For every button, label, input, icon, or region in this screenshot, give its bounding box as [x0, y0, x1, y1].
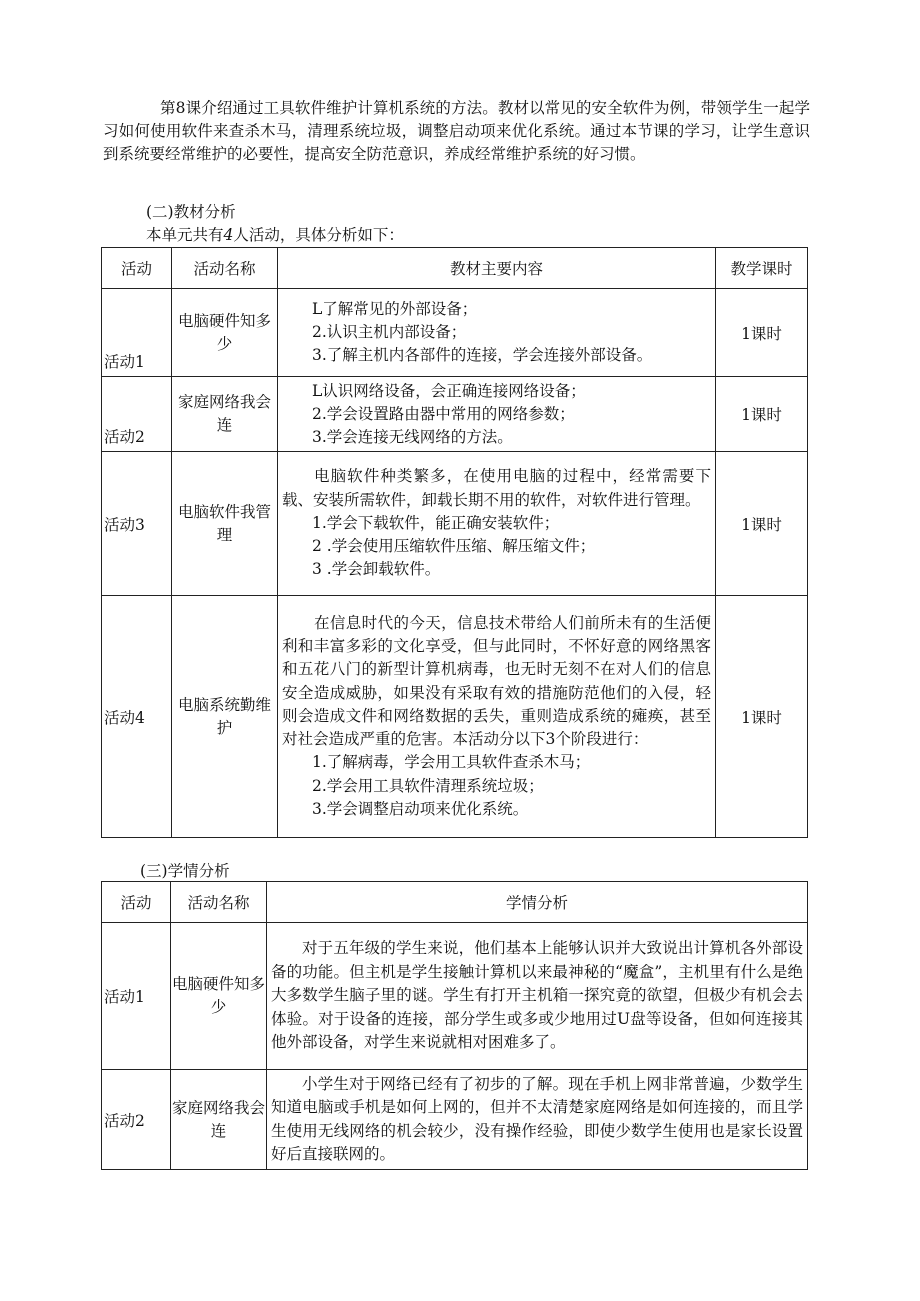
table-header-row	[102, 248, 808, 289]
activity-cell: 活动3	[102, 452, 172, 596]
section-lead	[146, 224, 404, 246]
content-item: L了解常见的外部设备；	[312, 300, 478, 318]
hours-cell: 1课时	[716, 377, 808, 452]
table-row	[102, 452, 808, 596]
content-item: 2.学会用工具软件清理系统垃圾；	[312, 776, 544, 795]
content-item: 1.了解病毒，学会用工具软件查杀木马；	[312, 753, 591, 772]
hours-cell: 1课时	[716, 452, 808, 596]
header-activity: 活动	[102, 882, 171, 923]
activity-name-cell: 电脑软件我管理	[172, 452, 278, 596]
content-item: 2 .学会使用压缩软件压缩、解压缩文件；	[312, 537, 596, 556]
content-item: 2.认识主机内部设备；	[312, 323, 467, 341]
content-cell	[278, 289, 716, 377]
header-hours: 教学课时	[716, 248, 808, 289]
lead-before: 本单元共有	[146, 226, 224, 244]
content-item: 2.学会设置路由器中常用的网络参数；	[312, 404, 575, 423]
content-item: 1.学会下载软件，能正确安装软件；	[312, 513, 560, 532]
content-paragraph: 电脑软件种类繁多，在使用电脑的过程中，经常需要下载、安装所需软件，卸载长期不用的软件，对软件进行管理。	[282, 467, 711, 509]
analysis-cell: 小学生对于网络已经有了初步的了解。现在手机上网非常普遍，少数学生知道电脑或手机是如何上网的，但并不太清楚家庭网络是如何连接的，而且学生使用无线网络的机会较少，没有操作经验，即使少数学生使用也是家长设置好后直接联网的。	[267, 1070, 808, 1170]
student-analysis-table	[101, 881, 808, 1170]
activity-name-cell: 家庭网络我会连	[171, 1070, 267, 1170]
content-cell	[278, 452, 716, 596]
header-activity: 活动	[102, 248, 172, 289]
content-cell	[278, 377, 716, 452]
table-row	[102, 1070, 808, 1170]
hours-cell: 1课时	[716, 289, 808, 377]
section-heading-textbook-analysis: (二)教材分析	[146, 203, 236, 221]
table-row	[102, 377, 808, 452]
table-row	[102, 289, 808, 377]
content-item: L认识网络设备，会正确连接网络设备；	[312, 381, 586, 400]
content-item: 3.学会连接无线网络的方法。	[312, 427, 513, 446]
header-name: 活动名称	[171, 882, 267, 923]
activity-name-cell: 电脑硬件知多少	[172, 289, 278, 377]
activity-name-cell: 家庭网络我会连	[172, 377, 278, 452]
hours-cell: 1课时	[716, 596, 808, 838]
header-content: 教材主要内容	[278, 248, 716, 289]
content-paragraph: 在信息时代的今天，信息技术带给人们前所未有的生活便利和丰富多彩的文化享受，但与此同时，不怀好意的网络黑客和五花八门的新型计算机病毒，也无时无刻不在对人们的信息安全造成威胁，如果没有采取有效的措施防范他们的入侵，轻则会造成文件和网络数据的丢失，重则造成系统的瘫痪，甚至对社会造成严重的危害。本活动分以下3个阶段进行：	[282, 614, 711, 749]
header-name: 活动名称	[172, 248, 278, 289]
activity-cell: 活动1	[102, 923, 171, 1070]
table-row	[102, 923, 808, 1070]
activity-cell: 活动2	[102, 377, 172, 452]
content-item: 3 .学会卸载软件。	[312, 560, 441, 579]
content-item: 3.了解主机内各部件的连接，学会连接外部设备。	[312, 346, 653, 364]
activity-cell: 活动1	[102, 289, 172, 377]
content-cell	[278, 596, 716, 838]
activity-cell: 活动2	[102, 1070, 171, 1170]
content-list	[282, 751, 711, 821]
content-list	[282, 512, 711, 582]
table-header-row	[102, 882, 808, 923]
activity-cell: 活动4	[102, 596, 172, 838]
table-row	[102, 596, 808, 838]
section-heading-student-analysis: (三)学情分析	[140, 862, 230, 880]
intro-paragraph: 第8课介绍通过工具软件维护计算机系统的方法。教材以常见的安全软件为例，带领学生一起学习如何使用软件来查杀木马，清理系统垃圾，调整启动项来优化系统。通过本节课的学习，让学生意识到系统要经常维护的必要性，提高安全防范意识，养成经常维护系统的好习惯。	[103, 99, 810, 163]
textbook-analysis-table	[101, 247, 808, 838]
activity-count: 4	[223, 226, 234, 244]
activity-name-cell: 电脑系统勤维护	[172, 596, 278, 838]
header-analysis: 学情分析	[267, 882, 808, 923]
analysis-cell: 对于五年级的学生来说，他们基本上能够认识并大致说出计算机各外部设备的功能。但主机是学生接触计算机以来最神秘的“魔盒”，主机里有什么是绝大多数学生脑子里的谜。学生有打开主机箱一探究竟的欲望，但极少有机会去体验。对于设备的连接，部分学生或多或少地用过U盘等设备，但如何连接其他外部设备，对学生来说就相对困难多了。	[267, 923, 808, 1070]
lead-after: 人活动，具体分析如下：	[233, 226, 404, 244]
activity-name-cell: 电脑硬件知多少	[171, 923, 267, 1070]
content-item: 3.学会调整启动项来优化系统。	[312, 799, 529, 818]
